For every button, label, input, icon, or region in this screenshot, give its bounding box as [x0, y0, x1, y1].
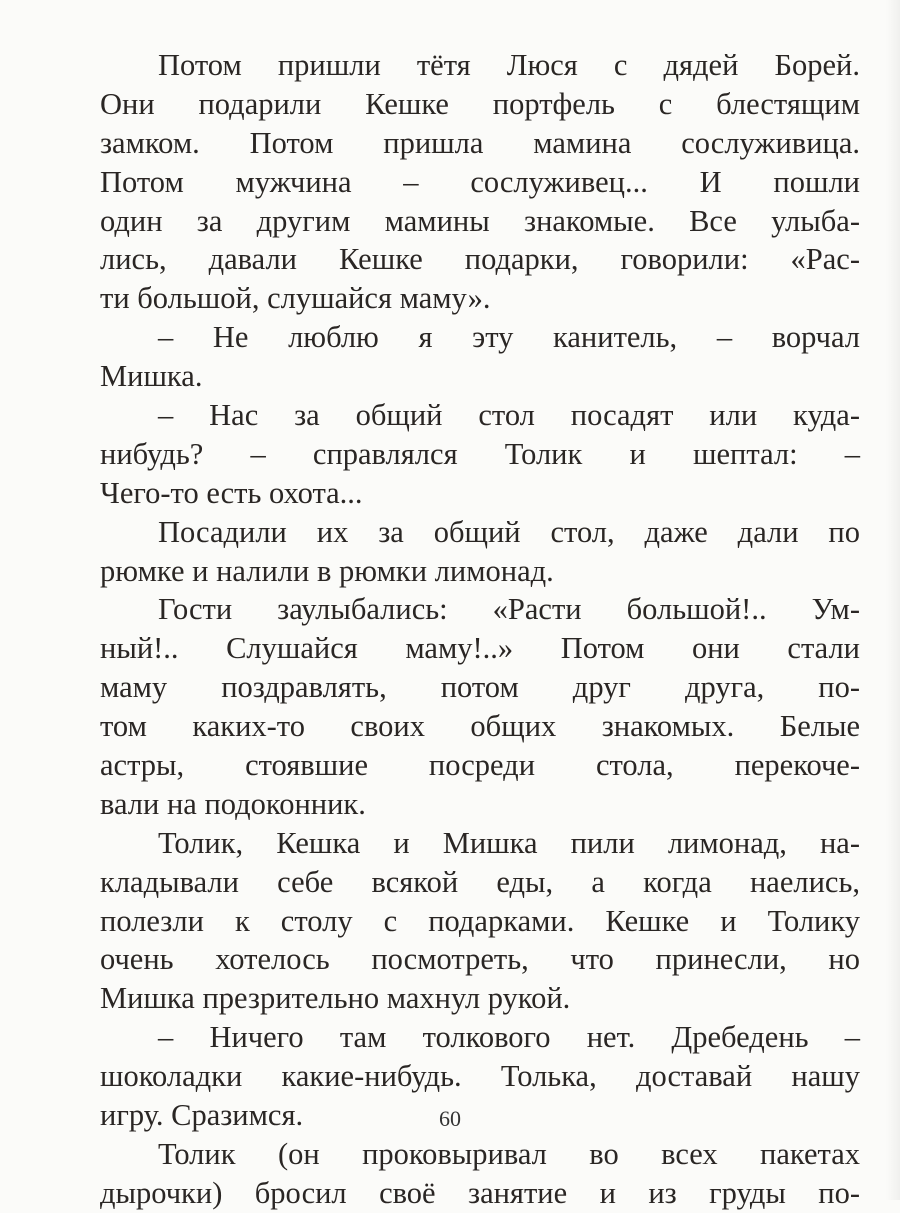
text-line: Потом мужчина – сослуживец... И пошли	[100, 164, 860, 199]
paragraph	[100, 46, 860, 318]
text-line: Они подарили Кешке портфель с блестящим	[100, 86, 860, 121]
text-line: лись, давали Кешке подарки, говорили: «Рас-	[100, 242, 860, 277]
text-line: нибудь? – справлялся Толик и шептал: –	[100, 436, 860, 471]
body-text	[100, 46, 860, 1213]
text-line: Гости заулыбались: «Расти большой!.. Ум-	[158, 592, 860, 627]
paragraph	[100, 318, 860, 396]
text-line: Мишка презрительно махнул рукой.	[100, 981, 571, 1016]
text-line: Толик, Кешка и Мишка пили лимонад, на-	[158, 825, 860, 860]
page-number: 60	[439, 1106, 461, 1131]
text-line: кладывали себе всякой еды, а когда наелись,	[100, 864, 860, 899]
text-line: игру. Сразимся.	[100, 1098, 304, 1133]
text-line: замком. Потом пришла мамина сослуживица.	[100, 125, 860, 160]
text-line: маму поздравлять, потом друг друга, по-	[100, 670, 860, 705]
text-line: ти большой, слушайся маму».	[100, 281, 491, 316]
paragraph	[100, 513, 860, 591]
text-line: вали на подоконник.	[100, 786, 366, 821]
text-line: том каких-то своих общих знакомых. Белые	[100, 709, 860, 744]
text-line: – Нас за общий стол посадят или куда-	[158, 398, 860, 433]
text-line: ный!.. Слушайся маму!..» Потом они стали	[100, 631, 860, 666]
text-line: Толик (он проковыривал во всех пакетах	[158, 1136, 860, 1171]
text-line: полезли к столу с подарками. Кешке и Толику	[100, 903, 860, 938]
paragraph	[100, 590, 860, 823]
text-line: рюмке и налили в рюмки лимонад.	[100, 553, 554, 588]
paragraph	[100, 824, 860, 1018]
text-line: – Не люблю я эту канитель, – ворчал	[158, 320, 860, 355]
text-line: Посадили их за общий стол, даже дали по	[158, 514, 860, 549]
page-edge-shadow	[886, 0, 900, 1200]
text-line: один за другим мамины знакомые. Все улыба-	[100, 203, 860, 238]
text-line: Чего-то есть охота...	[100, 475, 363, 510]
paragraph	[100, 396, 860, 513]
text-line: шоколадки какие-нибудь. Толька, доставай нашу	[100, 1059, 860, 1094]
text-line: очень хотелось посмотреть, что принесли, но	[100, 942, 860, 977]
text-line: астры, стоявшие посреди стола, перекоче-	[100, 748, 860, 783]
text-line: – Ничего там толкового нет. Дребедень –	[158, 1020, 860, 1055]
text-line: дырочки) бросил своё занятие и из груды по-	[100, 1175, 860, 1210]
text-line: Потом пришли тётя Люся с дядей Борей.	[158, 48, 860, 82]
text-line: Мишка.	[100, 359, 203, 394]
paragraph	[100, 1135, 860, 1213]
